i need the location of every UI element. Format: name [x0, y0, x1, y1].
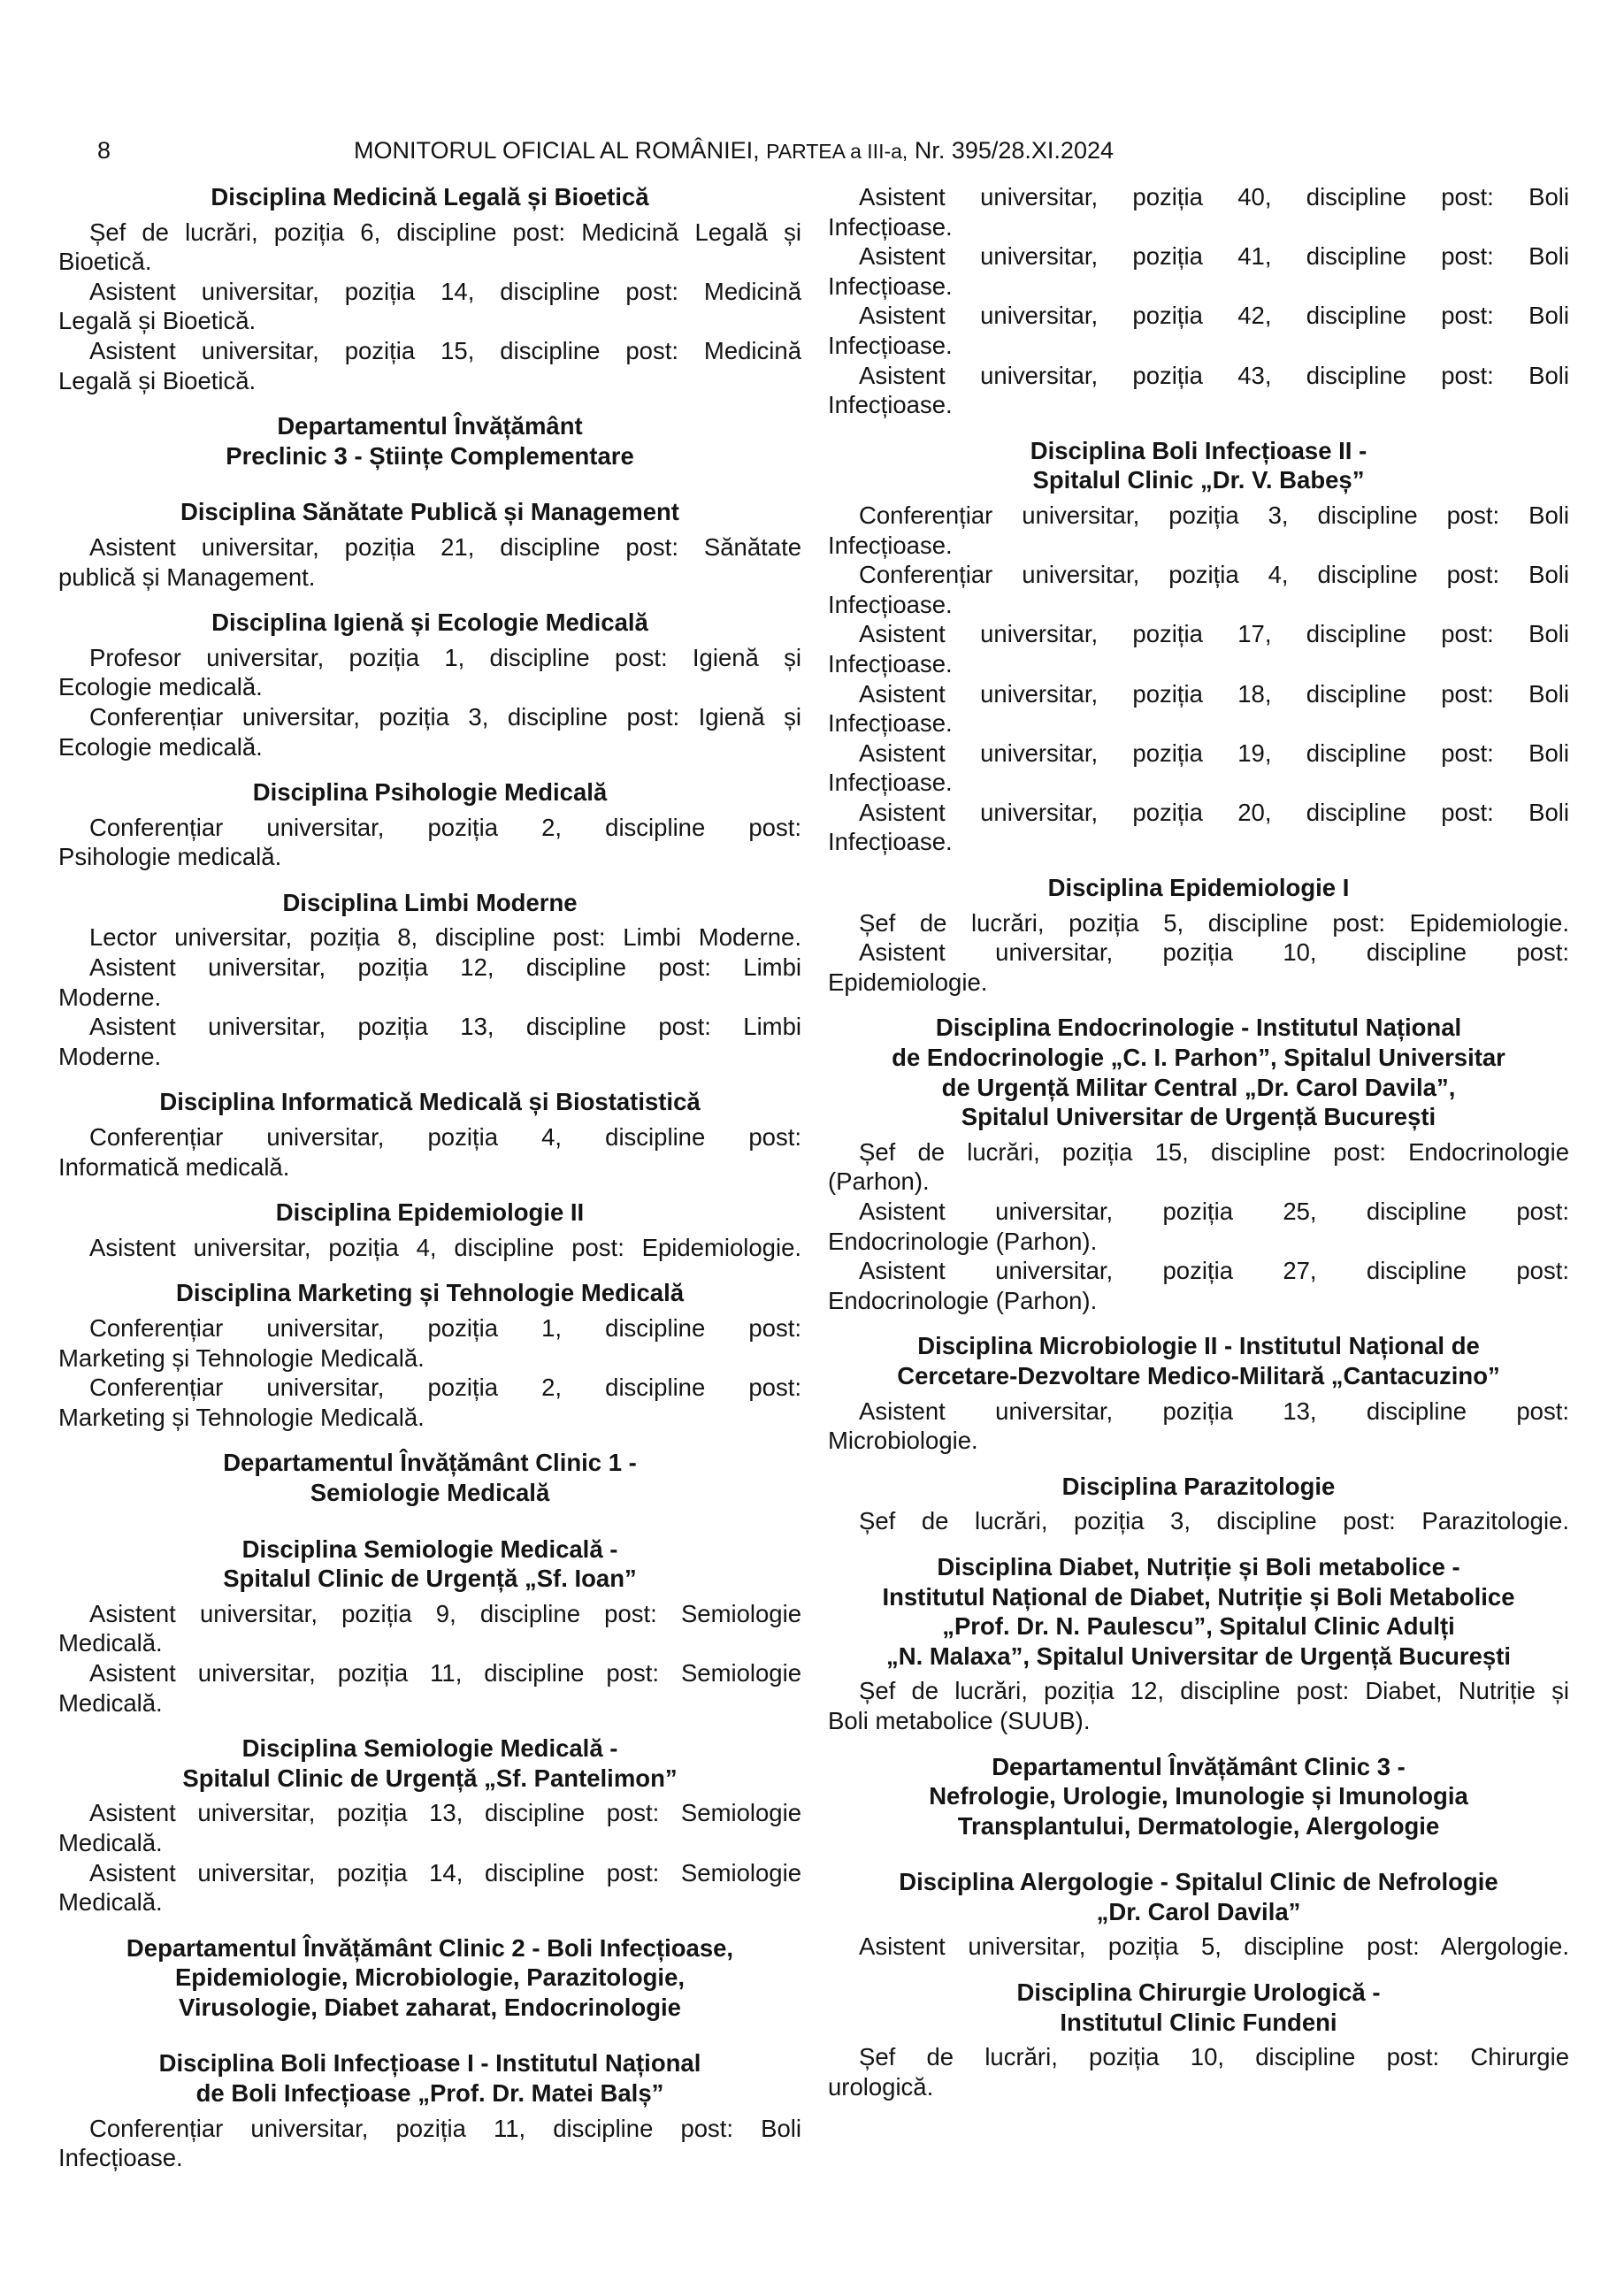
- left-column: [58, 182, 801, 2173]
- entry-continuation: Epidemiologie.: [828, 968, 988, 996]
- entry: Conferențiar universitar, poziția 2, discipline post:: [89, 813, 801, 841]
- entry: Asistent universitar, poziția 17, discipline post: Boli: [859, 620, 1569, 648]
- entry: Asistent universitar, poziția 9, discipline post: Semiologie: [89, 1599, 801, 1627]
- entries: [828, 1506, 1569, 1536]
- entries: [58, 813, 801, 872]
- entry-continuation: Infecțioase.: [828, 828, 953, 856]
- entry: Asistent universitar, poziția 13, discipline post: Limbi: [89, 1013, 801, 1041]
- running-title: [354, 133, 1114, 169]
- entries: [828, 2042, 1569, 2101]
- entry-continuation: Marketing și Tehnologie Medicală.: [58, 1403, 425, 1431]
- entry-continuation: Infecțioase.: [828, 331, 953, 359]
- entry-continuation: Endocrinologie (Parhon).: [828, 1227, 1098, 1255]
- entry-continuation: Infecțioase.: [828, 769, 953, 797]
- entry: Conferențiar universitar, poziția 1, discipline post:: [89, 1314, 801, 1342]
- entries: [58, 218, 801, 396]
- entry: Asistent universitar, poziția 12, discipline post: Limbi: [89, 953, 801, 982]
- entry: Asistent universitar, poziția 20, discipline post: Boli: [859, 798, 1569, 826]
- entry: Conferențiar universitar, poziția 4, discipline post:: [89, 1123, 801, 1152]
- entry-continuation: Marketing și Tehnologie Medicală.: [58, 1343, 425, 1372]
- section-title: Disciplina Boli Infecțioase I - Institutul Național de Boli Infecțioase „Prof. Dr. Matei Balș”: [158, 2049, 701, 2108]
- issue-number: Nr. 395/28.XI.2024: [914, 137, 1114, 164]
- entry: Asistent universitar, poziția 25, discipline post:: [859, 1198, 1569, 1225]
- section-title: Disciplina Igienă și Ecologie Medicală: [211, 608, 648, 637]
- entry-continuation: Medicală.: [58, 1629, 163, 1657]
- section-title: Disciplina Boli Infecțioase II - Spitalul Clinic „Dr. V. Babeș”: [1030, 436, 1367, 494]
- entry: Asistent universitar, poziția 27, discipline post:: [859, 1257, 1569, 1285]
- publication-name: MONITORUL OFICIAL AL ROMÂNIEI,: [354, 137, 760, 164]
- entries: [58, 643, 801, 762]
- section-title: Disciplina Epidemiologie I: [1047, 874, 1350, 902]
- entry-continuation: Boli metabolice (SUUB).: [828, 1706, 1091, 1734]
- publication-part: PARTEA a III-a,: [766, 140, 908, 163]
- entries: [828, 908, 1569, 998]
- section-title: Disciplina Marketing și Tehnologie Medicală: [175, 1279, 685, 1307]
- entry-continuation: Moderne.: [58, 983, 162, 1011]
- entry-continuation: Legală și Bioetică.: [58, 366, 257, 394]
- entry-continuation: Psihologie medicală.: [58, 843, 282, 871]
- section-title: Disciplina Limbi Moderne: [282, 888, 578, 916]
- entry-continuation: publică și Management.: [58, 563, 316, 591]
- entries: [58, 1313, 801, 1432]
- department-heading: Departamentul Învățământ Clinic 2 - Boli Infecțioase, Epidemiologie, Microbiologie, Parazitologie, Virusologie, Diabet zaharat, Endocrinologie: [126, 1933, 734, 2021]
- section-title: Disciplina Alergologie - Spitalul Clinic de Nefrologie „Dr. Carol Davila”: [899, 1868, 1498, 1925]
- entry: Conferențiar universitar, poziția 3, discipline post: Boli: [859, 501, 1569, 529]
- entry-continuation: Microbiologie.: [828, 1427, 978, 1455]
- entry: Asistent universitar, poziția 10, discipline post:: [859, 938, 1569, 967]
- entries: [58, 2114, 801, 2173]
- entry-continuation: Infecțioase.: [828, 531, 953, 559]
- entry: Asistent universitar, poziția 43, discipline post: Boli: [859, 361, 1569, 389]
- entry-continuation: Endocrinologie (Parhon).: [828, 1286, 1098, 1314]
- entry: Asistent universitar, poziția 18, discipline post: Boli: [859, 679, 1569, 708]
- entry-continuation: Infecțioase.: [58, 2144, 183, 2172]
- page-header: [0, 133, 1624, 168]
- entry: Conferențiar universitar, poziția 2, discipline post:: [89, 1374, 801, 1402]
- entry-continuation: Infecțioase.: [828, 649, 953, 677]
- entry-continuation: Moderne.: [58, 1042, 162, 1070]
- entry: Șef de lucrări, poziția 15, discipline post: Endocrinologie: [859, 1137, 1569, 1166]
- department-heading: Departamentul Învățământ Clinic 1 - Semiologie Medicală: [223, 1449, 637, 1506]
- entry: Profesor universitar, poziția 1, discipline post: Igienă și: [89, 643, 801, 671]
- page-number: 8: [97, 137, 111, 164]
- entry: Conferențiar universitar, poziția 11, discipline post: Boli: [89, 2114, 801, 2142]
- entry-continuation: Legală și Bioetică.: [58, 307, 257, 335]
- entry: Asistent universitar, poziția 13, discipline post: Semiologie: [89, 1799, 801, 1827]
- entry-continuation: Ecologie medicală.: [58, 732, 263, 761]
- entry: Asistent universitar, poziția 15, discipline post: Medicină: [89, 336, 801, 364]
- entry-continuation: Medicală.: [58, 1888, 163, 1917]
- entry-continuation: (Parhon).: [828, 1167, 930, 1196]
- entry: Asistent universitar, poziția 4, discipline post: Epidemiologie.: [89, 1233, 801, 1261]
- section-title: Disciplina Endocrinologie - Institutul Național de Endocrinologie „C. I. Parhon”, Spitalul Universitar de Urgență Militar Central „Dr. Carol Davila”, Spitalul Universitar de Urgență București: [892, 1014, 1505, 1131]
- section-title: Disciplina Parazitologie: [1061, 1472, 1336, 1500]
- entry-continuation: urologică.: [828, 2072, 934, 2101]
- entry-continuation: Medicală.: [58, 1828, 163, 1856]
- entry: Asistent universitar, poziția 11, discipline post: Semiologie: [89, 1658, 801, 1687]
- section-title: Disciplina Psihologie Medicală: [252, 778, 608, 807]
- department-heading: Departamentul Învățământ Clinic 3 - Nefrologie, Urologie, Imunologie și Imunologia Transplantului, Dermatologie, Alergologie: [929, 1752, 1468, 1840]
- entry: Asistent universitar, poziția 40, discipline post: Boli: [859, 183, 1569, 210]
- section-title: Disciplina Diabet, Nutriție și Boli metabolice - Institutul Național de Diabet, Nutriție și Boli Metabolice „Prof. Dr. N. Paulescu”, Spitalul Clinic Adulți „N. Malaxa”, Spitalul Universitar de Urgență București: [882, 1552, 1515, 1670]
- section-title: Disciplina Sănătate Publică și Management: [180, 498, 679, 526]
- entry-continuation: Infecțioase.: [828, 590, 953, 618]
- entries: [828, 1397, 1569, 1456]
- entry: Asistent universitar, poziția 19, discipline post: Boli: [859, 739, 1569, 767]
- entries: [58, 922, 801, 1071]
- entry-continuation: Bioetică.: [58, 248, 152, 276]
- entry-continuation: Infecțioase.: [828, 272, 953, 300]
- entry: Lector universitar, poziția 8, discipline post: Limbi Moderne.: [89, 923, 801, 952]
- entry: Asistent universitar, poziția 21, discipline post: Sănătate: [89, 532, 801, 561]
- entry-continuation: Infecțioase.: [828, 391, 953, 419]
- entries: [828, 1137, 1569, 1316]
- section-title: Disciplina Chirurgie Urologică - Institutul Clinic Fundeni: [1016, 1978, 1381, 2036]
- right-column: [828, 182, 1569, 2101]
- entries: [828, 1932, 1569, 1962]
- entry: Asistent universitar, poziția 5, discipline post: Alergologie.: [859, 1932, 1569, 1961]
- entry: Conferențiar universitar, poziția 4, discipline post: Boli: [859, 561, 1569, 589]
- entry-continuation: Infecțioase.: [828, 212, 953, 241]
- entries: [828, 501, 1569, 857]
- entry-continuation: Ecologie medicală.: [58, 673, 263, 701]
- entry: Asistent universitar, poziția 42, discipline post: Boli: [859, 302, 1569, 330]
- entries: [58, 532, 801, 592]
- entry: Asistent universitar, poziția 13, discipline post:: [859, 1397, 1569, 1425]
- entry: Șef de lucrări, poziția 3, discipline post: Parazitologie.: [859, 1507, 1569, 1535]
- entry: Șef de lucrări, poziția 12, discipline post: Diabet, Nutriție și: [859, 1677, 1569, 1705]
- entries: [828, 182, 1569, 420]
- section-title: Disciplina Epidemiologie II: [275, 1198, 585, 1227]
- entry-continuation: Medicală.: [58, 1688, 163, 1717]
- entries: [58, 1122, 801, 1182]
- entry: Șef de lucrări, poziția 10, discipline post: Chirurgie: [859, 2043, 1569, 2071]
- entry: Asistent universitar, poziția 14, discipline post: Semiologie: [89, 1858, 801, 1887]
- department-heading: Departamentul Învățământ Preclinic 3 - Științe Complementare: [226, 412, 634, 470]
- entry: Conferențiar universitar, poziția 3, discipline post: Igienă și: [89, 702, 801, 731]
- entry: Asistent universitar, poziția 41, discipline post: Boli: [859, 242, 1569, 271]
- entry: Asistent universitar, poziția 14, discipline post: Medicină: [89, 277, 801, 305]
- entry: Șef de lucrări, poziția 5, discipline post: Epidemiologie.: [859, 908, 1569, 937]
- section-title: Disciplina Microbiologie II - Institutul Național de Cercetare-Dezvoltare Medico-Militară „Cantacuzino”: [897, 1332, 1500, 1389]
- entry-continuation: Informatică medicală.: [58, 1152, 290, 1181]
- entry: Șef de lucrări, poziția 6, discipline post: Medicină Legală și: [89, 218, 801, 246]
- section-title: Disciplina Informatică Medicală și Biostatistică: [159, 1088, 701, 1116]
- entries: [58, 1798, 801, 1917]
- section-title: Disciplina Medicină Legală și Bioetică: [211, 183, 649, 210]
- entries: [828, 1676, 1569, 1735]
- entries: [58, 1233, 801, 1263]
- entry-continuation: Infecțioase.: [828, 709, 953, 738]
- section-title: Disciplina Semiologie Medicală - Spitalul Clinic de Urgență „Sf. Pantelimon”: [182, 1734, 678, 1792]
- entries: [58, 1599, 801, 1718]
- section-title: Disciplina Semiologie Medicală - Spitalul Clinic de Urgență „Sf. Ioan”: [223, 1534, 637, 1593]
